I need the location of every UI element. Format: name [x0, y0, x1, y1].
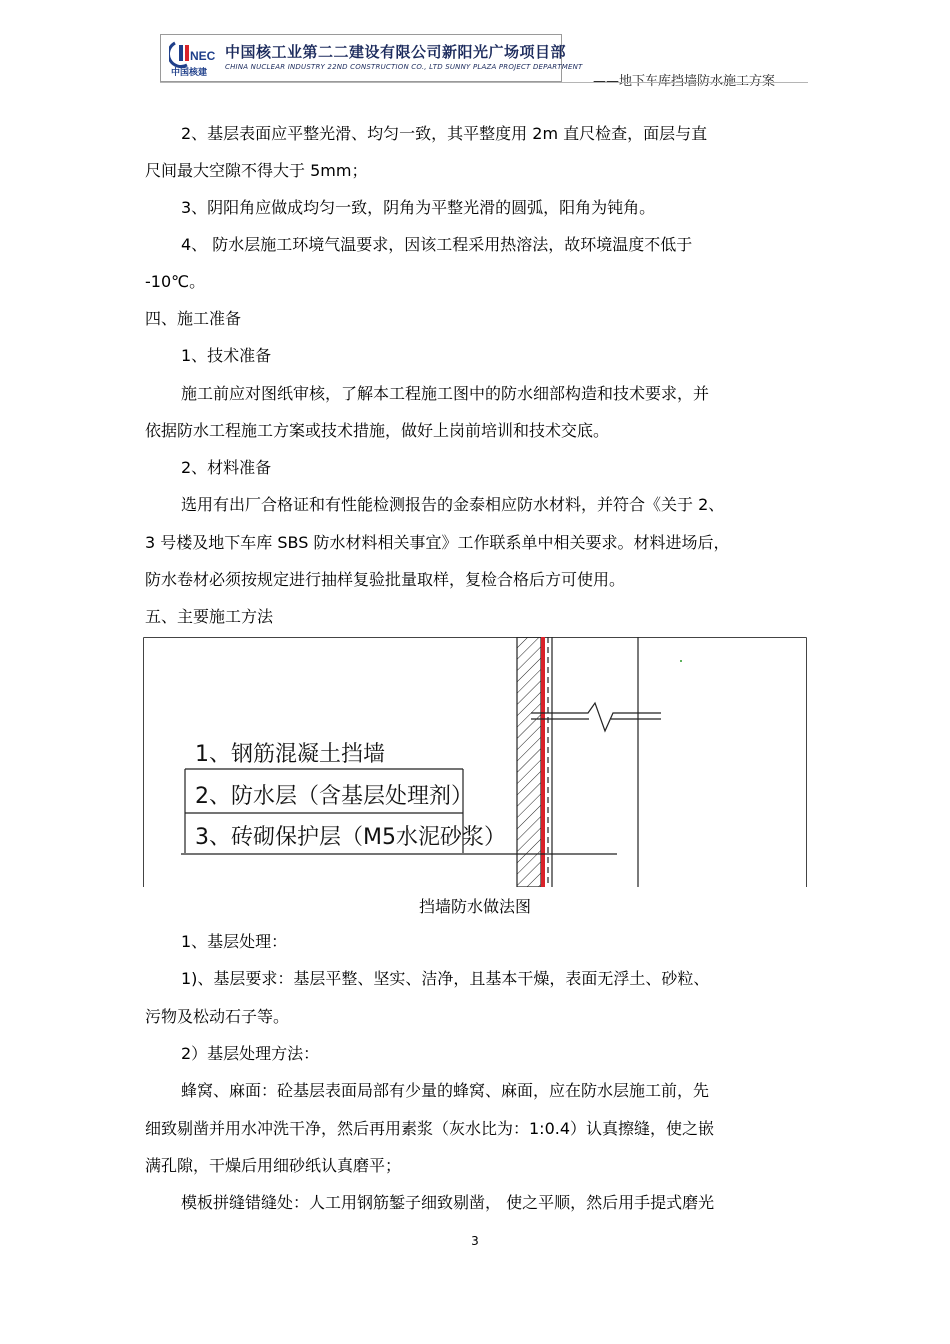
paragraph-line: 3、阴阳角应做成均匀一致，阴角为平整光滑的圆弧，阳角为钝角。	[181, 198, 656, 217]
brick-protection-layer	[517, 637, 541, 887]
company-name-en: CHINA NUCLEAR INDUSTRY 22ND CONSTRUCTION CO., LTD SUNNY PLAZA PROJECT DEPARTMENT	[225, 63, 583, 71]
paragraph-line: 模板拼缝错缝处：人工用钢筋錾子细致剔凿， 使之平顺，然后用手提式磨光	[181, 1193, 715, 1212]
paragraph-line: 1)、基层要求：基层平整、坚实、洁净，且基本干燥，表面无浮土、砂粒、	[181, 969, 710, 988]
wall-section-drawing	[143, 637, 807, 887]
label-waterproof-layer: 2、防水层（含基层处理剂）	[195, 784, 473, 809]
paragraph-line: 污物及松动石子等。	[145, 1007, 290, 1026]
page-number: 3	[471, 1234, 479, 1248]
paragraph-line: 依据防水工程施工方案或技术措施，做好上岗前培训和技术交底。	[145, 421, 610, 440]
label-rc-wall: 1、钢筋混凝土挡墙	[195, 742, 385, 767]
section-heading: 五、主要施工方法	[145, 607, 274, 626]
subsection-heading: 1、基层处理：	[181, 932, 288, 951]
paragraph-line: 细致剔凿并用水冲洗干净，然后再用素浆（灰水比为：1:0.4）认真擦缝，使之嵌	[145, 1119, 715, 1138]
paragraph-line: 满孔隙，干燥后用细砂纸认真磨平；	[145, 1156, 402, 1175]
logo-caption: 中国核建	[171, 68, 208, 78]
break-line-upper	[531, 703, 661, 731]
paragraph-line: 防水卷材必须按规定进行抽样复验批量取样，复检合格后方可使用。	[145, 570, 626, 589]
subsection-heading: 1、技术准备	[181, 346, 272, 365]
figure-caption: 挡墙防水做法图	[418, 897, 531, 916]
section-heading: 四、施工准备	[145, 309, 242, 328]
paragraph-line: 尺间最大空隙不得大于 5mm；	[145, 161, 368, 180]
label-brick-protection: 3、砖砌保护层（M5水泥砂浆）	[195, 825, 506, 850]
paragraph-line: 4、 防水层施工环境气温要求，因该工程采用热溶法，故环境温度不低于	[181, 235, 693, 254]
header-divider	[160, 82, 808, 83]
header-doc-title: ——地下车库挡墙防水施工方案	[593, 74, 776, 89]
company-name: 中国核工业第二二建设有限公司新阳光广场项目部	[225, 43, 567, 61]
paragraph-line: 3 号楼及地下车库 SBS 防水材料相关事宜》工作联系单中相关要求。材料进场后，	[145, 533, 730, 552]
stray-dot	[680, 660, 682, 662]
paragraph-line: 蜂窝、麻面：砼基层表面局部有少量的蜂窝、麻面，应在防水层施工前，先	[181, 1081, 710, 1100]
paragraph-line: 施工前应对图纸审核，了解本工程施工图中的防水细部构造和技术要求，并	[181, 384, 710, 403]
subsection-heading: 2、材料准备	[181, 458, 272, 477]
header-logo-banner	[160, 34, 583, 82]
waterproofing-detail-figure	[143, 637, 807, 887]
logo-text: NEC	[190, 49, 215, 63]
subsection-heading: 2）基层处理方法：	[181, 1044, 320, 1063]
paragraph-line: 2、基层表面应平整光滑、均匀一致，其平整度用 2m 直尺检查，面层与直	[181, 124, 708, 143]
paragraph-line: -10℃。	[145, 272, 206, 291]
paragraph-line: 选用有出厂合格证和有性能检测报告的金泰相应防水材料，并符合《关于 2、	[181, 495, 725, 514]
